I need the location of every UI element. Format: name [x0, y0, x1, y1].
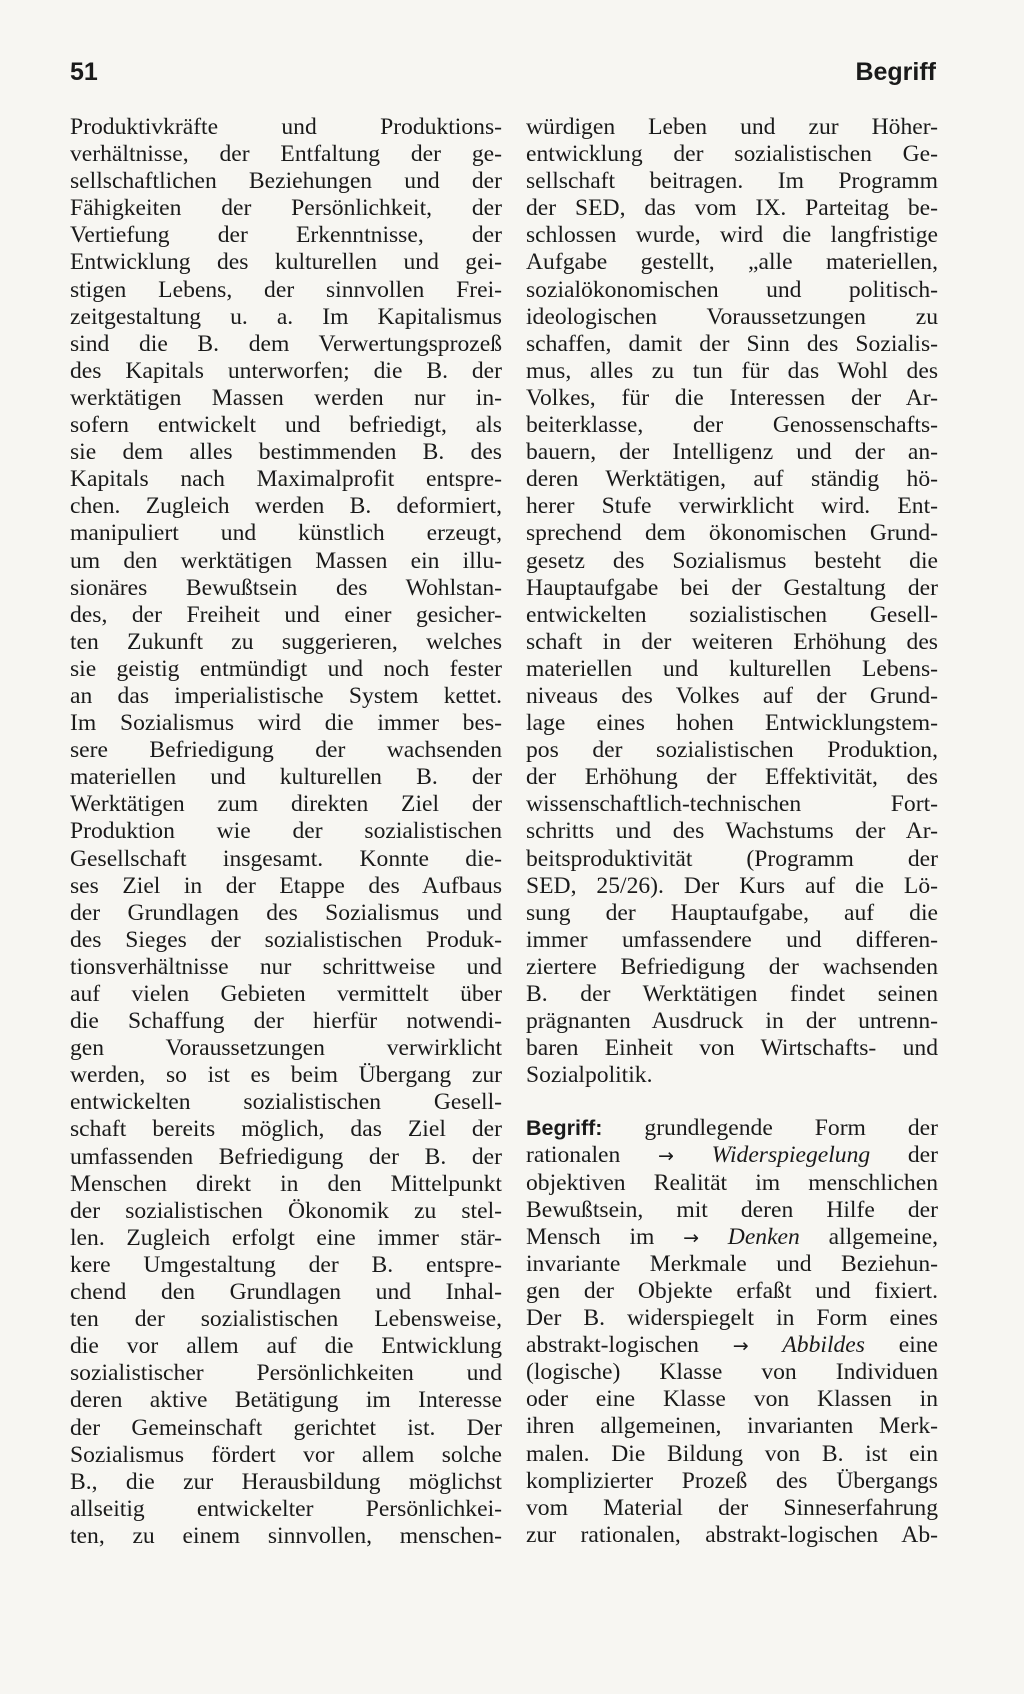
- text-line: an das imperialistische System kettet.: [70, 682, 502, 709]
- entry-text: eine: [898, 1332, 938, 1359]
- text-line: sionäres Bewußtsein des Wohlstan-: [70, 574, 502, 601]
- text-line: schritts und des Wachstums der Ar-: [526, 818, 938, 845]
- text-line: Im Sozialismus wird die immer bes-: [70, 710, 502, 737]
- text-line: bauern, der Intelligenz und der an-: [526, 439, 938, 466]
- text-line: Sozialpolitik.: [526, 1062, 653, 1089]
- text-line: schaft in der weiteren Erhöhung des: [526, 628, 938, 655]
- text-line: auf vielen Gebieten vermittelt über: [70, 981, 502, 1007]
- entry-line: [526, 1142, 938, 1169]
- paragraph-gap: [526, 1089, 938, 1115]
- text-line: niveaus des Volkes auf der Grund-: [526, 682, 938, 709]
- text-line: Menschen direkt in den Mittelpunkt: [70, 1170, 502, 1197]
- text-line: chend den Grundlagen und Inhal-: [70, 1279, 502, 1306]
- text-line: materiellen und kulturellen Lebens-: [526, 655, 938, 682]
- text-line: des, der Freiheit und einer gesicher-: [70, 601, 502, 628]
- text-line: Aufgabe gestellt, „alle materiellen,: [526, 249, 938, 276]
- text-line: manipuliert und künstlich erzeugt,: [70, 520, 502, 547]
- text-line: ten, zu einem sinnvollen, menschen-: [70, 1522, 502, 1549]
- text-line: Sozialismus fördert vor allem solche: [70, 1441, 502, 1468]
- text-line: komplizierter Prozeß des Übergangs: [526, 1467, 938, 1494]
- text-line: zeitgestaltung u. a. Im Kapitalismus: [70, 303, 502, 330]
- text-line: wissenschaftlich-technischen Fort-: [526, 791, 938, 818]
- text-line: ten der sozialistischen Lebensweise,: [70, 1306, 502, 1333]
- text-line: B., die zur Herausbildung möglichst: [70, 1468, 502, 1495]
- text-line: B. der Werktätigen findet seinen: [526, 981, 938, 1007]
- text-line: vom Material der Sinneserfahrung: [526, 1494, 938, 1521]
- text-line: ten Zukunft zu suggerieren, welches: [70, 628, 502, 655]
- page-header: [70, 58, 936, 98]
- text-line: pos der sozialistischen Produktion,: [526, 737, 938, 764]
- text-line: sellschaftlichen Beziehungen und der: [70, 168, 502, 195]
- text-line: werktätigen Massen werden nur in-: [70, 384, 502, 411]
- text-line: sie geistig entmündigt und noch fester: [70, 655, 502, 682]
- text-line: zur rationalen, abstrakt-logischen Ab-: [526, 1521, 938, 1548]
- text-line: gesetz des Sozialismus besteht die: [526, 547, 938, 574]
- cross-reference-arrow-icon: →: [658, 1145, 674, 1168]
- text-line: sofern entwickelt und befriedigt, als: [70, 412, 502, 439]
- text-line: des Kapitals unterworfen; die B. der: [70, 357, 502, 384]
- text-line: sie dem alles bestimmenden B. des: [70, 439, 502, 466]
- text-line: Entwicklung des kulturellen und gei-: [70, 249, 502, 276]
- cross-reference-arrow-icon: →: [683, 1226, 700, 1249]
- text-line: schlossen wurde, wird die langfristige: [526, 222, 938, 249]
- entry-text: abstrakt-logischen: [526, 1332, 699, 1359]
- text-line: ses Ziel in der Etappe des Aufbaus: [70, 872, 502, 899]
- text-line: die vor allem auf die Entwicklung: [70, 1333, 502, 1360]
- entry-text: Mensch im: [526, 1223, 655, 1250]
- text-line: sere Befriedigung der wachsenden: [70, 737, 502, 764]
- text-line: sung der Hauptaufgabe, auf die: [526, 899, 938, 926]
- entry-line: gen der Objekte erfaßt und fixiert.: [526, 1277, 938, 1304]
- text-line: malen. Die Bildung von B. ist ein: [526, 1440, 938, 1467]
- text-line: deren Werktätigen, auf ständig hö-: [526, 466, 938, 493]
- dictionary-entry-begriff: [526, 1115, 938, 1549]
- text-line: ziertere Befriedigung der wachsenden: [526, 953, 938, 980]
- entry-term: Begriff:: [526, 1116, 603, 1141]
- text-line: Vertiefung der Erkenntnisse, der: [70, 222, 502, 249]
- text-line: (logische) Klasse von Individuen: [526, 1359, 938, 1386]
- right-column: [526, 114, 938, 1549]
- text-line: Produktivkräfte und Produktions-: [70, 114, 502, 140]
- text-line: mus, alles zu tun für das Wohl des: [526, 357, 938, 384]
- entry-line: [526, 1115, 938, 1142]
- text-line: entwicklung der sozialistischen Ge-: [526, 141, 938, 168]
- text-line: Fähigkeiten der Persönlichkeit, der: [70, 195, 502, 222]
- text-line: verhältnisse, der Entfaltung der ge-: [70, 141, 502, 168]
- text-line: ihren allgemeinen, invarianten Merk-: [526, 1413, 938, 1440]
- entry-text: rationalen: [526, 1142, 621, 1169]
- text-line: stigen Lebens, der sinnvollen Frei-: [70, 276, 502, 303]
- text-line: Produktion wie der sozialistischen: [70, 818, 502, 845]
- text-line: schaft bereits möglich, das Ziel der: [70, 1116, 502, 1143]
- entry-line: objektiven Realität im menschlichen: [526, 1169, 938, 1196]
- continuation-text: [526, 114, 938, 1089]
- text-line: der Gemeinschaft gerichtet ist. Der: [70, 1414, 502, 1441]
- text-line: materiellen und kulturellen B. der: [70, 764, 502, 791]
- text-line: Kapitals nach Maximalprofit entspre-: [70, 466, 502, 493]
- text-line: tionsverhältnisse nur schrittweise und: [70, 953, 502, 980]
- cross-reference-arrow-icon: →: [732, 1335, 749, 1358]
- text-line: deren aktive Betätigung im Interesse: [70, 1387, 502, 1414]
- entry-text: der: [907, 1142, 938, 1169]
- text-line: baren Einheit von Wirtschafts- und: [526, 1035, 938, 1062]
- text-line: kere Umgestaltung der B. entspre-: [70, 1251, 502, 1278]
- text-line: der Grundlagen des Sozialismus und: [70, 899, 502, 926]
- page-number: 51: [70, 58, 98, 86]
- text-line: sozialistischer Persönlichkeiten und: [70, 1360, 502, 1387]
- text-line: sprechend dem ökonomischen Grund-: [526, 520, 938, 547]
- text-line: Werktätigen zum direkten Ziel der: [70, 791, 502, 818]
- text-line: SED, 25/26). Der Kurs auf die Lö-: [526, 872, 938, 899]
- text-line: Hauptaufgabe bei der Gestaltung der: [526, 574, 938, 601]
- text-line: allseitig entwickelter Persönlichkei-: [70, 1495, 502, 1522]
- entry-rest: [526, 1359, 938, 1549]
- text-line: der Erhöhung der Effektivität, des: [526, 764, 938, 791]
- text-line: entwickelten sozialistischen Gesell-: [70, 1089, 502, 1116]
- text-line: sind die B. dem Verwertungsprozeß: [70, 330, 502, 357]
- text-line: immer umfassendere und differen-: [526, 926, 938, 953]
- text-line: die Schaffung der hierfür notwendi-: [70, 1008, 502, 1035]
- text-line: ideologischen Voraussetzungen zu: [526, 303, 938, 330]
- text-line: umfassenden Befriedigung der B. der: [70, 1143, 502, 1170]
- cross-reference-denken: Denken: [727, 1223, 800, 1250]
- text-line: sellschaft beitragen. Im Programm: [526, 168, 938, 195]
- cross-reference-abbildes: Abbildes: [782, 1332, 865, 1359]
- text-line: um den werktätigen Massen ein illu-: [70, 547, 502, 574]
- entry-text: allgemeine,: [828, 1223, 938, 1250]
- text-line: werden, so ist es beim Übergang zur: [70, 1062, 502, 1089]
- text-line: der SED, das vom IX. Parteitag be-: [526, 195, 938, 222]
- running-head: Begriff: [855, 58, 936, 86]
- text-line: chen. Zugleich werden B. deformiert,: [70, 493, 502, 520]
- text-line: beiterklasse, der Genossenschafts-: [526, 412, 938, 439]
- entry-text: grundlegende Form der: [644, 1115, 938, 1142]
- text-line: oder eine Klasse von Klassen in: [526, 1386, 938, 1413]
- entry-line: Bewußtsein, mit deren Hilfe der: [526, 1196, 938, 1223]
- entry-line: [526, 1224, 938, 1251]
- cross-reference-widerspiegelung: Widerspiegelung: [711, 1142, 871, 1169]
- text-line: sozialökonomischen und politisch-: [526, 276, 938, 303]
- text-line: schaffen, damit der Sinn des Sozialis-: [526, 330, 938, 357]
- text-line: len. Zugleich erfolgt eine immer stär-: [70, 1224, 502, 1251]
- text-line: der sozialistischen Ökonomik zu stel-: [70, 1197, 502, 1224]
- text-line: herer Stufe verwirklicht wird. Ent-: [526, 493, 938, 520]
- text-line: entwickelten sozialistischen Gesell-: [526, 601, 938, 628]
- text-line: des Sieges der sozialistischen Produk-: [70, 926, 502, 953]
- text-line: gen Voraussetzungen verwirklicht: [70, 1035, 502, 1062]
- text-line: beitsproduktivität (Programm der: [526, 845, 938, 872]
- text-line: Gesellschaft insgesamt. Konnte die-: [70, 845, 502, 872]
- text-line: würdigen Leben und zur Höher-: [526, 114, 938, 140]
- entry-line: [526, 1332, 938, 1359]
- text-line: Volkes, für die Interessen der Ar-: [526, 384, 938, 411]
- text-line: prägnanten Ausdruck in der untrenn-: [526, 1008, 938, 1035]
- left-column: [70, 114, 502, 1550]
- entry-line: invariante Merkmale und Beziehun-: [526, 1250, 938, 1277]
- entry-line: Der B. widerspiegelt in Form eines: [526, 1305, 938, 1332]
- text-line: lage eines hohen Entwicklungstem-: [526, 710, 938, 737]
